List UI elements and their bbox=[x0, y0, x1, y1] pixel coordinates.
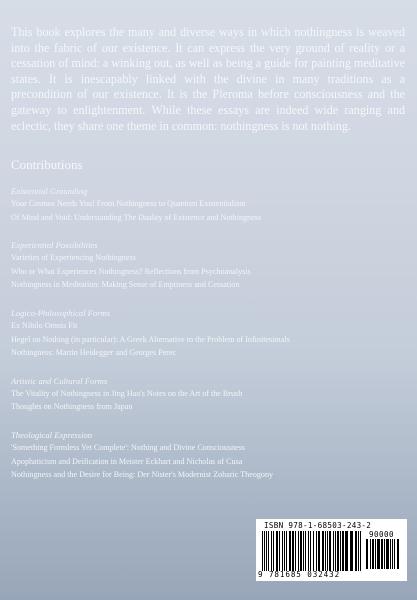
ean-barcode-bars bbox=[262, 531, 362, 571]
barcode-bar bbox=[397, 539, 399, 569]
section-title: Existential Grounding bbox=[11, 186, 88, 196]
section-title: Artistic and Cultural Forms bbox=[11, 375, 108, 386]
barcode-bar bbox=[340, 531, 341, 571]
barcode-bar bbox=[386, 539, 389, 569]
barcode-bar bbox=[394, 539, 395, 569]
barcode-bar bbox=[300, 531, 302, 571]
barcode-bar bbox=[282, 531, 283, 571]
barcode-bar bbox=[279, 531, 280, 571]
barcode-bar bbox=[337, 531, 339, 571]
barcode-bar bbox=[310, 531, 311, 571]
isbn-label: ISBN 978-1-68503-243-2 bbox=[264, 521, 372, 530]
contribution-item: 'Something Formless Yet Complete': Nothing and Divine Consciousness bbox=[11, 442, 246, 452]
barcode-bar bbox=[360, 531, 361, 571]
barcode-bar bbox=[273, 531, 274, 571]
barcode-bar bbox=[303, 531, 304, 571]
contribution-item: Your Cosmos Needs You! From Nothingness to Quantum Existentialism bbox=[11, 199, 246, 208]
contribution-item: Thoughts on Nothingness from Japan bbox=[11, 402, 133, 412]
section-title: Theological Expression bbox=[11, 429, 93, 440]
isbn-barcode bbox=[256, 519, 407, 581]
barcode-bar bbox=[335, 531, 336, 571]
barcode-bar bbox=[318, 531, 320, 571]
contribution-item: Varieties of Experiencing Nothingness bbox=[11, 253, 136, 263]
price-barcode-bars bbox=[366, 539, 402, 571]
barcode-bar bbox=[377, 539, 380, 569]
contribution-item: Ex Nihilo Omnis Fit bbox=[11, 320, 78, 330]
barcode-bar bbox=[313, 531, 314, 571]
contribution-item: Nothingness in Meditation: Making Sense of Emptiness and Cessation bbox=[11, 280, 240, 290]
ean-digits: 9 781685 032432 bbox=[258, 570, 341, 579]
contributions-list bbox=[11, 185, 406, 497]
barcode-bar bbox=[266, 531, 267, 571]
barcode-bar bbox=[298, 531, 299, 571]
barcode-bar bbox=[284, 531, 285, 571]
section-existential-grounding bbox=[11, 185, 406, 224]
barcode-bar bbox=[381, 539, 383, 569]
barcode-bar bbox=[370, 539, 371, 569]
contribution-item: Nothingness: Martin Heidegger and Georges Perec bbox=[11, 348, 177, 358]
barcode-bar bbox=[289, 531, 291, 571]
barcode-bar bbox=[372, 539, 374, 569]
barcode-bar bbox=[390, 539, 391, 569]
barcode-bar bbox=[384, 539, 385, 569]
barcode-bar bbox=[276, 531, 278, 571]
contribution-item: Hegel on Nothing (in particular): A Greek Alternative to the Problem of Infinitesimals bbox=[11, 334, 290, 344]
contribution-item: Nothingness and the Desire for Being: Der Nister's Modernist Zoharic Theogony bbox=[11, 470, 274, 480]
barcode-bar bbox=[327, 531, 328, 571]
barcode-bar bbox=[345, 531, 348, 571]
back-cover-blurb: This book explores the many and diverse ways in which nothingness is weaved into the fabric of our existence. It can express the very ground of reality or a cessation of mind: a winking out, as well as being a guide for painting meditative states. It is inescapably linked with the divine in many traditions as a precondition of our existence. It is the Pleroma before consciousness and the gateway to enlightenment. While these essays are indeed wide ranging and eclectic, they share one theme in common: nothingness is not nothing. bbox=[11, 25, 405, 133]
section-artistic-cultural-forms bbox=[11, 375, 406, 414]
barcode-bar bbox=[350, 531, 353, 571]
contribution-item: Apophaticism and Deification in Meister Eckhart and Nicholas of Cusa bbox=[11, 456, 243, 466]
barcode-bar bbox=[292, 531, 294, 571]
section-title: Logico-Philosophical Forms bbox=[11, 307, 111, 318]
section-title: Experiential Possibilities bbox=[11, 240, 98, 251]
barcode-bar bbox=[308, 531, 309, 571]
barcode-bar bbox=[316, 531, 317, 571]
barcode-bar bbox=[262, 531, 263, 571]
section-logico-philosophical-forms bbox=[11, 307, 406, 360]
barcode-bar bbox=[305, 531, 306, 571]
barcode-bar bbox=[375, 539, 376, 569]
barcode-bar bbox=[392, 539, 393, 569]
contribution-item: The Vitality of Nothingness in Jing Hao's Notes on the Art of the Brush bbox=[11, 388, 243, 398]
barcode-bar bbox=[366, 539, 368, 569]
barcode-bar bbox=[295, 531, 296, 571]
barcode-bar bbox=[358, 531, 359, 571]
barcode-bar bbox=[322, 531, 324, 571]
barcode-bar bbox=[268, 531, 269, 571]
contributions-heading: Contributions bbox=[11, 157, 83, 172]
barcode-bar bbox=[286, 531, 287, 571]
barcode-bar bbox=[342, 531, 344, 571]
section-experiential-possibilities bbox=[11, 239, 406, 292]
barcode-bar bbox=[333, 531, 334, 571]
barcode-bar bbox=[271, 531, 272, 571]
barcode-bar bbox=[325, 531, 326, 571]
contribution-item: Who or What Experiences Nothingness? Reflections from Psychoanalysis bbox=[11, 266, 251, 276]
barcode-bar bbox=[264, 531, 265, 571]
contribution-item: Of Mind and Void: Understanding The Duality of Existence and Nothingness bbox=[11, 212, 261, 222]
barcode-bar bbox=[355, 531, 357, 571]
section-theological-expression bbox=[11, 429, 406, 482]
price-code: 90000 bbox=[369, 530, 395, 539]
barcode-bar bbox=[329, 531, 331, 571]
